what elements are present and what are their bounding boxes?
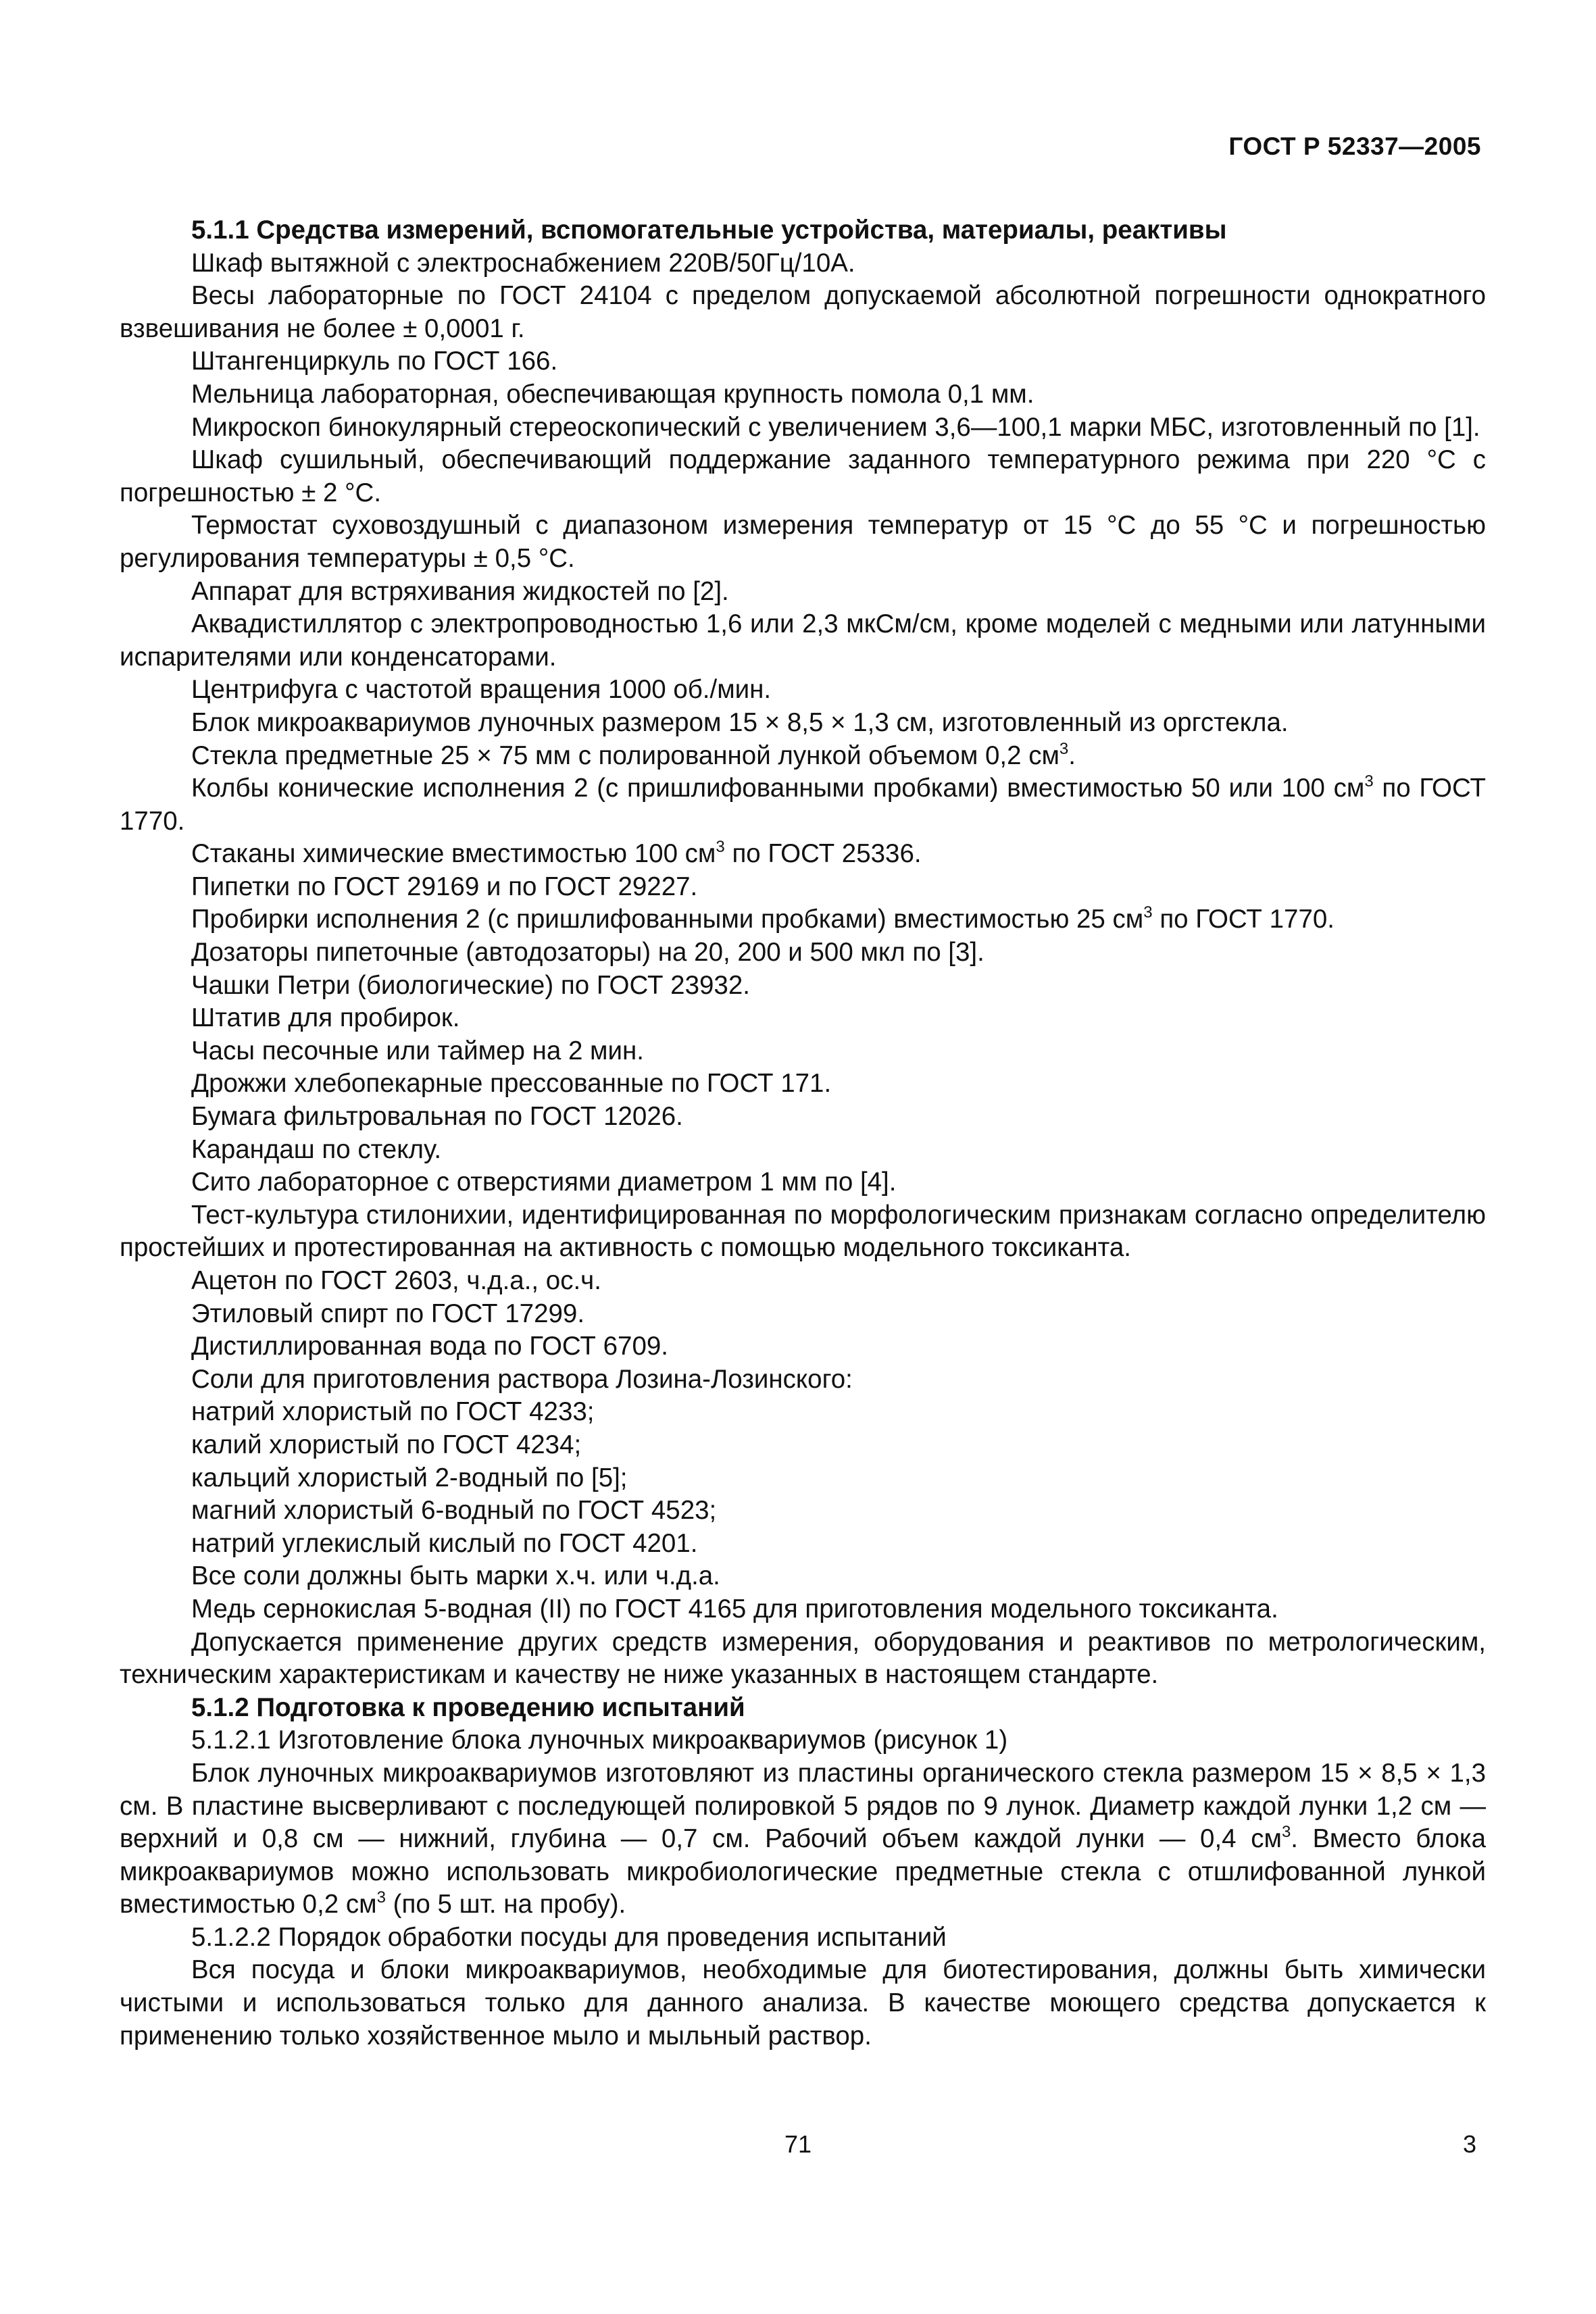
paragraph-beakers — [120, 838, 1486, 871]
paragraph: Допускается применение других средств измерения, оборудования и реактивов по метрологическим, техническим характеристикам и качеству не ниже указанных в настоящем стандарте. — [120, 1627, 1486, 1690]
paragraph: Дрожжи хлебопекарные прессованные по ГОСТ 171. — [191, 1069, 832, 1099]
paragraph: Все соли должны быть марки х.ч. или ч.д.а. — [191, 1561, 720, 1591]
subsection-heading-5-1-2-2: 5.1.2.2 Порядок обработки посуды для проведения испытаний — [191, 1922, 947, 1952]
paragraph: Центрифуга с частотой вращения 1000 об./мин. — [191, 675, 772, 705]
text: . Вместо блока микроаквариумов можно использовать микробиологические предметные стекла с отшлифованной лункой вместимостью 0,2 см — [120, 1824, 1487, 1919]
standard-header: ГОСТ Р 52337—2005 — [1228, 132, 1481, 160]
paragraph: калий хлористый по ГОСТ 4234; — [191, 1430, 582, 1459]
paragraph: Аппарат для встряхивания жидкостей по [2]. — [191, 576, 729, 606]
paragraph-flasks — [120, 772, 1486, 838]
paragraph: Часы песочные или таймер на 2 мин. — [191, 1036, 644, 1065]
document-body — [120, 214, 1486, 2053]
paragraph: Штатив для пробирок. — [191, 1003, 460, 1033]
paragraph: Карандаш по стеклу. — [191, 1134, 442, 1164]
paragraph: Ацетон по ГОСТ 2603, ч.д.а., ос.ч. — [191, 1266, 601, 1295]
section-heading-5-1-1: 5.1.1 Средства измерений, вспомогательные устройства, материалы, реактивы — [191, 216, 1227, 245]
paragraph: Сито лабораторное с отверстиями диаметром 1 мм по [4]. — [191, 1167, 897, 1197]
paragraph: Соли для приготовления раствора Лозина-Лозинского: — [191, 1364, 853, 1394]
paragraph: Шкаф сушильный, обеспечивающий поддержание заданного температурного режима при 220 °С с погрешностью ± 2 °С. — [120, 445, 1486, 507]
paragraph: Микроскоп бинокулярный стереоскопический с увеличением 3,6—100,1 марки МБС, изготовленный по [1]. — [191, 412, 1480, 442]
text: по ГОСТ 1770. — [1152, 905, 1335, 934]
paragraph-microaquarium-block — [120, 1757, 1486, 1921]
superscript: 3 — [1059, 739, 1069, 758]
text: по ГОСТ 1770. — [120, 774, 1487, 836]
paragraph: Бумага фильтровальная по ГОСТ 12026. — [191, 1102, 683, 1132]
sheet-number: 3 — [1462, 2130, 1476, 2158]
text: Блок луночных микроаквариумов изготовляют из пластины органического стекла размером 15 × 8,5 × 1,3 см. В пластине высверливают с последующей полировкой 5 рядов по 9 лунок. Диаметр каждой лунки 1,2 см — верхний и 0,8 см — нижний, глубина — 0,7 см. Рабочий объем каждой лунки — 0,4 см — [120, 1758, 1486, 1854]
section-heading-5-1-2: 5.1.2 Подготовка к проведению испытаний — [191, 1692, 745, 1722]
paragraph-tubes — [120, 903, 1486, 936]
paragraph: натрий хлористый по ГОСТ 4233; — [191, 1397, 595, 1427]
text: по ГОСТ 25336. — [724, 839, 922, 869]
paragraph: Этиловый спирт по ГОСТ 17299. — [191, 1299, 585, 1328]
paragraph: кальций хлористый 2-водный по [5]; — [191, 1463, 628, 1492]
text: Стекла предметные 25 × 75 мм с полированной лункой объемом 0,2 см — [191, 740, 1059, 770]
superscript: 3 — [1281, 1823, 1291, 1842]
paragraph: Дистиллированная вода по ГОСТ 6709. — [191, 1332, 668, 1361]
paragraph: Чашки Петри (биологические) по ГОСТ 23932. — [191, 970, 750, 1000]
superscript: 3 — [1143, 903, 1153, 922]
paragraph: Медь сернокислая 5-водная (II) по ГОСТ 4165 для приготовления модельного токсиканта. — [191, 1594, 1278, 1624]
paragraph: Весы лабораторные по ГОСТ 24104 с пределом допускаемой абсолютной погрешности однократного взвешивания не более ± 0,0001 г. — [120, 281, 1486, 343]
paragraph: Пипетки по ГОСТ 29169 и по ГОСТ 29227. — [191, 872, 698, 901]
paragraph-slides — [120, 740, 1486, 773]
paragraph: Мельница лабораторная, обеспечивающая крупность помола 0,1 мм. — [191, 379, 1034, 409]
paragraph: магний хлористый 6-водный по ГОСТ 4523; — [191, 1496, 717, 1526]
text: Колбы конические исполнения 2 (с пришлифованными пробками) вместимостью 50 или 100 см — [191, 774, 1365, 803]
paragraph: Штангенциркуль по ГОСТ 166. — [191, 347, 558, 376]
subsection-heading-5-1-2-1: 5.1.2.1 Изготовление блока луночных микроаквариумов (рисунок 1) — [191, 1726, 1008, 1755]
paragraph: натрий углекислый кислый по ГОСТ 4201. — [191, 1528, 698, 1558]
text: Пробирки исполнения 2 (с пришлифованными пробками) вместимостью 25 см — [191, 905, 1144, 934]
superscript: 3 — [376, 1888, 386, 1907]
paragraph: Шкаф вытяжной с электроснабжением 220В/50Гц/10А. — [191, 248, 855, 278]
paragraph: Аквадистиллятор с электропроводностью 1,6 или 2,3 мкСм/см, кроме моделей с медными или латунными испарителями или конденсаторами. — [120, 609, 1486, 672]
paragraph: Вся посуда и блоки микроаквариумов, необходимые для биотестирования, должны быть химически чистыми и использоваться только для данного анализа. В качестве моющего средства допускается к применению только хозяйственное мыло и мыльный раствор. — [120, 1955, 1486, 2051]
superscript: 3 — [716, 838, 725, 857]
text: Стаканы химические вместимостью 100 см — [191, 839, 716, 869]
paragraph: Тест-культура стилонихии, идентифицированная по морфологическим признакам согласно определителю простейших и протестированная на активность с помощью модельного токсиканта. — [120, 1200, 1486, 1263]
text: (по 5 шт. на пробу). — [385, 1890, 626, 1919]
paragraph: Дозаторы пипеточные (автодозаторы) на 20, 200 и 500 мкл по [3]. — [191, 938, 984, 967]
paragraph: Блок микроаквариумов луночных размером 15 × 8,5 × 1,3 см, изготовленный из оргстекла. — [191, 707, 1289, 737]
superscript: 3 — [1364, 772, 1374, 791]
page-number: 71 — [784, 2130, 812, 2158]
paragraph: Термостат суховоздушный с диапазоном измерения температур от 15 °С до 55 °С и погрешностью регулирования температуры ± 0,5 °С. — [120, 511, 1486, 573]
text: . — [1068, 740, 1076, 770]
